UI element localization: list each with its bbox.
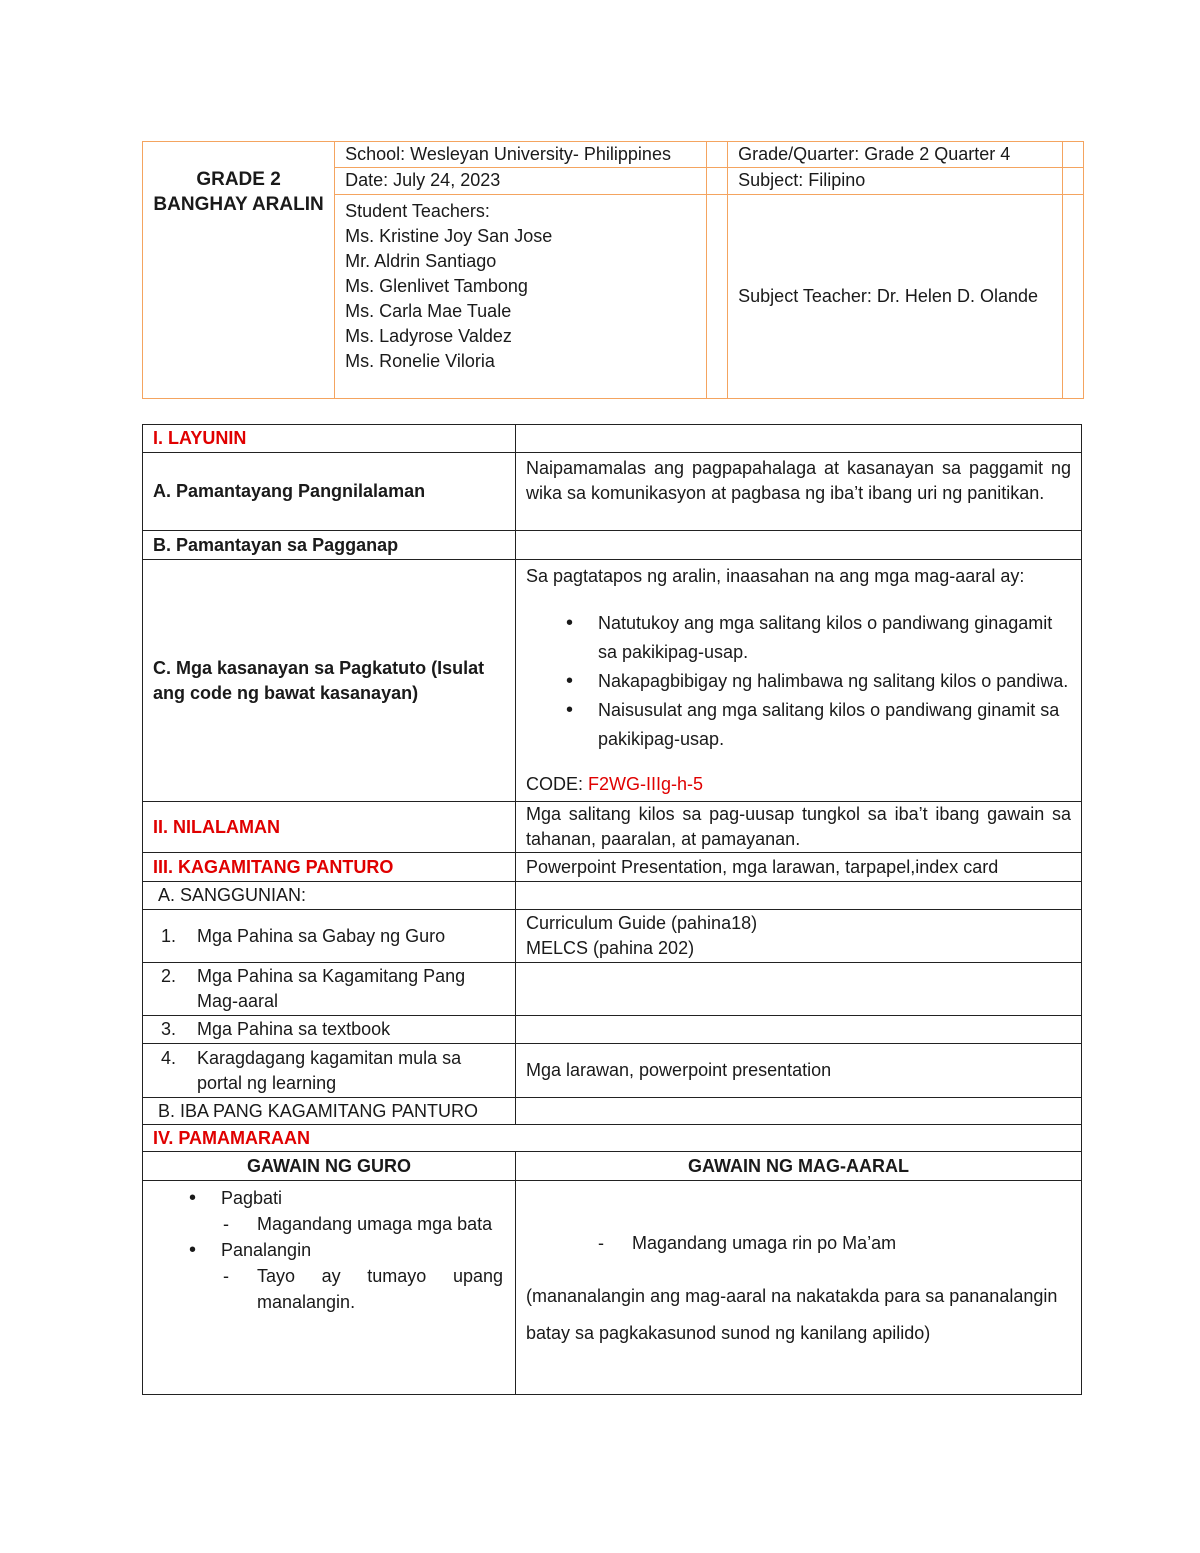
ref-text: Curriculum Guide (pahina18) (525, 913, 758, 933)
iba-label: B. IBA PANG KAGAMITANG PANTURO (143, 1098, 516, 1125)
list-item: • Panalangin - Tayo ay tumayo upang manalangin. (189, 1237, 505, 1315)
nilalaman-text: Mga salitang kilos sa pag-uusap tungkol sa iba’t ibang gawain sa tahanan, paaralan, at pamayanan. (515, 802, 1081, 853)
list-item: • Pagbati - Magandang umaga mga bata (189, 1185, 505, 1237)
sanggunian-label: A. SANGGUNIAN: (143, 882, 516, 910)
ref2-label-cell (143, 963, 516, 1016)
student-teacher: Ms. Ladyrose Valdez (345, 326, 512, 346)
school-cell: School: Wesleyan University- Philippines (335, 142, 707, 168)
guro-header: GAWAIN NG GURO (143, 1152, 516, 1181)
ref1-label-cell (143, 910, 516, 963)
nilalaman-heading: II. NILALAMAN (143, 802, 516, 853)
student-teacher: Ms. Kristine Joy San Jose (345, 226, 553, 246)
ref1-text-cell (515, 910, 1081, 963)
ref-text: MELCS (pahina 202) (525, 938, 695, 958)
magaaral-header: GAWAIN NG MAG-AARAL (515, 1152, 1081, 1181)
magaaral-note: (mananalangin ang mag-aaral na nakatakda para sa pananalangin batay sa pagkakasunod sunod ng kanilang apilido) (525, 1286, 1058, 1343)
pamamaraan-heading: IV. PAMAMARAAN (143, 1125, 1082, 1152)
list-item: • Naisusulat ang mga salitang kilos o pandiwang ginamit sa pakikipag-usap. (566, 696, 1071, 754)
ref4-text: Mga larawan, powerpoint presentation (515, 1044, 1081, 1098)
ref-label: Mga Pahina sa textbook (197, 1019, 391, 1039)
guro-sub-item: Tayo ay tumayo upang manalangin. (257, 1266, 503, 1312)
pagganap-label: B. Pamantayan sa Pagganap (143, 531, 516, 560)
plan-title: BANGHAY ARALIN (153, 194, 324, 215)
student-teachers-label: Student Teachers: (345, 201, 490, 221)
ref-label: Mga Pahina sa Kagamitang Pang (197, 966, 466, 986)
ref-number: 1. (161, 925, 177, 946)
layunin-heading: I. LAYUNIN (143, 425, 516, 453)
student-teacher: Ms. Ronelie Viloria (345, 351, 495, 371)
kagamitan-text: Powerpoint Presentation, mga larawan, tarpapel,index card (515, 853, 1081, 882)
student-teacher: Ms. Carla Mae Tuale (345, 301, 512, 321)
code-label: CODE: (525, 774, 588, 794)
kagamitan-heading: III. KAGAMITANG PANTURO (143, 853, 516, 882)
ref3-label-cell (143, 1016, 516, 1044)
guro-list (153, 1185, 505, 1315)
kasanayan-list (526, 609, 1071, 754)
pamantayang-label: A. Pamantayang Pangnilalaman (143, 453, 516, 531)
student-teachers-cell (335, 195, 707, 399)
kasanayan-label: C. Mga kasanayan sa Pagkatuto (Isulat ang code ng bawat kasanayan) (143, 560, 516, 802)
ref-label: portal ng learning (197, 1072, 337, 1093)
ref-label: Mag-aaral (197, 991, 279, 1011)
pamantayang-text: Naipamamalas ang pagpapahalaga at kasanayan sa paggamit ng wika sa komunikasyon at pagbasa ng iba’t ibang uri ng panitikan. (515, 453, 1081, 531)
list-item: • Nakapagbibigay ng halimbawa ng salitang kilos o pandiwa. (566, 667, 1071, 696)
guro-sub-item: Magandang umaga mga bata (257, 1214, 493, 1234)
guro-activity-cell (143, 1181, 516, 1395)
kasanayan-intro: Sa pagtatapos ng aralin, inaasahan na ang mga mag-aaral ay: (525, 566, 1025, 586)
magaaral-reply: Magandang umaga rin po Ma’am (631, 1233, 897, 1253)
code-line (526, 772, 1071, 797)
grade-title-cell (143, 142, 335, 399)
magaaral-activity-cell: - Magandang umaga rin po Ma’am (mananalangin ang mag-aaral na nakatakda para sa pananalangin batay sa pagkakasunod sunod ng kanilang apilido) (515, 1181, 1081, 1395)
lesson-plan-table (142, 424, 1082, 1395)
grade-quarter-cell: Grade/Quarter: Grade 2 Quarter 4 (728, 142, 1063, 168)
subject-teacher-cell: Subject Teacher: Dr. Helen D. Olande (728, 195, 1063, 399)
grade-title: GRADE 2 (196, 169, 281, 190)
kasanayan-cell (515, 560, 1081, 802)
ref-number: 2. (161, 966, 177, 986)
ref4-label-cell (143, 1044, 516, 1098)
ref-number: 4. (161, 1047, 177, 1068)
list-item: • Natutukoy ang mga salitang kilos o pandiwang ginagamit sa pakikipag-usap. (566, 609, 1071, 667)
ref-label: Karagdagang kagamitan mula sa (197, 1047, 462, 1068)
ref-number: 3. (161, 1019, 177, 1039)
subject-cell: Subject: Filipino (728, 168, 1063, 195)
student-teacher: Mr. Aldrin Santiago (345, 251, 497, 271)
header-table (142, 141, 1084, 399)
code-value: F2WG-IIIg-h-5 (588, 774, 704, 794)
ref-label: Mga Pahina sa Gabay ng Guro (197, 925, 446, 946)
student-teacher: Ms. Glenlivet Tambong (345, 276, 528, 296)
date-cell: Date: July 24, 2023 (335, 168, 707, 195)
